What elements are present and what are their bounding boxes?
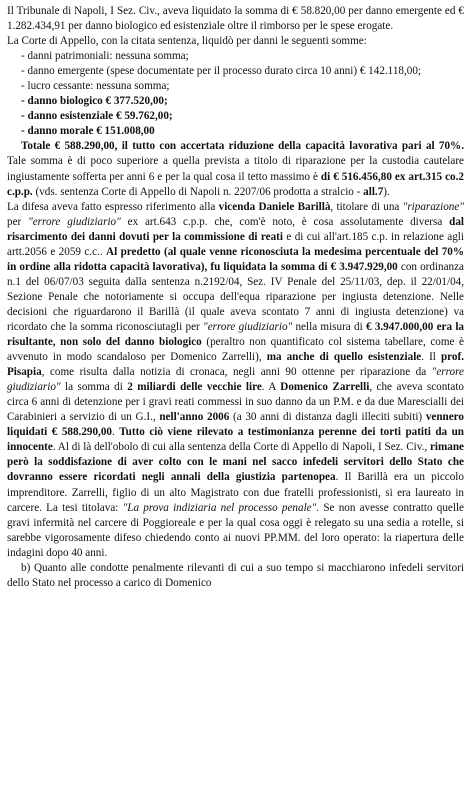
text-run: . Il (421, 351, 441, 364)
text-italic: "La prova indiziaria nel processo penale" (122, 501, 317, 514)
text-run: . Se non avesse contratto quelle gravi infermità nel carcere di Poggioreale e per la qual cosa oggi è relegato su una sedia a rotelle, si sarebbe vigorosamente difeso chiedendo conto ai nuovi PP.MM. del loro operato: la riapertura delle indagini dopo 40 anni. (7, 501, 464, 559)
text-run: con ordinanza n.1 del 06/07/03 seguita dalla sentenza n.2192/04, Sez. IV Penale del 25/11/03, dep. il 22/01/04, Sezione Penale che notoriamente si occupa dell'equa riparazione per ingiusta detenzione. Nelle decisioni che riguardarono il Barillà (il quale aveva scontato 7 anni di ingiusta detenzione) va ricordato che la somma riconosciutagli per (7, 260, 464, 333)
damages-list (7, 49, 464, 139)
text-bold: ma anche di quello esistenziale (266, 351, 422, 364)
text-bold: rimane però la soddisfazione di aver colto con le mani nel sacco infedeli servitori dello Stato che dovranno essere ricordati negli annali della giustizia partenopea (7, 441, 464, 484)
list-item-text: - danno morale € 151.008,00 (21, 125, 155, 138)
text-italic: "errore giudiziario" (203, 320, 293, 333)
text-bold: dal risarcimento dei danni dovuti per la commissione di reati (7, 215, 464, 243)
list-item-text: - danno esistenziale € 59.762,00; (21, 110, 173, 123)
text-bold: vicenda Daniele Barillà (218, 200, 331, 213)
total-statement: Totale € 588.290,00, il tutto con accertata riduzione della capacità lavorativa pari al 70%. (21, 140, 464, 153)
text-bold: 2 miliardi delle vecchie lire (127, 381, 262, 394)
text-bold: € 3.947.000,00 era la risultante, non solo del danno biologico (7, 320, 464, 349)
list-item-bold (21, 124, 464, 139)
text-bold: Al predetto (al quale venne riconosciuta la medesima percentuale del 70% in ordine alla ridotta capacità lavorativa), fu liquidata la somma di € 3.947.929,00 (7, 245, 464, 273)
text-italic: "errore giudiziario" (7, 366, 464, 394)
text-italic: "errore giudiziario" (28, 215, 121, 228)
list-item: - danni patrimoniali: nessuna somma; (21, 50, 189, 63)
text-italic: "riparazione" (402, 200, 464, 213)
text-run: ). (383, 185, 390, 198)
text-run: , che aveva scontato circa 6 anni di detenzione per i gravi reati commessi in suo danno da un P.M. e da due Marescialli dei Carabinieri a servizio di un G.I., (7, 381, 464, 424)
paragraph-tribunale: Il Tribunale di Napoli, I Sez. Civ., aveva liquidato la somma di € 58.820,00 per danno emergente ed € 1.282.434,91 per danno biologico ed esistenziale oltre il rimborso per le spese erogate. (7, 5, 464, 33)
paragraph-b: b) Quanto alle condotte penalmente rilevanti di cui a suo tempo si macchiarono infedeli servitori dello Stato nel processo a carico di Domenico (7, 561, 464, 589)
text-run: (vds. sentenza Corte di Appello di Napoli n. 2207/06 prodotta a stralcio - (32, 185, 364, 198)
max-limit: di € 516.456,80 ex art.315 co.2 c.p.p. (7, 170, 464, 198)
list-item: - lucro cessante: nessuna somma; (21, 80, 170, 93)
text-bold: Domenico Zarrelli (280, 381, 370, 394)
text-run: ex art.643 c.p.p. che, com'è noto, è cosa assolutamente diversa (120, 215, 450, 228)
text-bold: nell'anno 2006 (159, 411, 230, 424)
text-bold: vennero liquidati € 588.290,00 (7, 411, 464, 439)
text-run: . (111, 426, 120, 439)
text-run: . Al di là dell'obolo di cui alla sentenza della Corte di Appello di Napoli, I Sez. Civ., (52, 441, 430, 454)
paragraph-difesa (7, 200, 464, 561)
list-item-bold (21, 109, 464, 124)
paragraph-corte-appello: La Corte di Appello, con la citata sentenza, liquidò per danni le seguenti somme: (7, 35, 367, 48)
attachment-ref: all.7 (363, 185, 384, 198)
text-run: (peraltro non quantificato col sistema tabellare, come è avvenuto in modo scandaloso per Domenico Zarrelli), (7, 336, 465, 364)
text-run: nella misura di (292, 320, 366, 333)
text-bold: Tutto ciò viene rilevato a testimonianza perenne dei torti patiti da un innocente (7, 426, 464, 454)
text-run: , titolare di una (330, 200, 403, 213)
text-run: . Il Barillà era un piccolo imprenditore. Zarrelli, figlio di un alto Magistrato con due fratelli professionisti, si era laureato in carcere. La tesi titolava: (7, 471, 464, 514)
list-item-text: - danno biologico € 377.520,00; (21, 95, 168, 108)
text-run: Tale somma è di poco superiore a quella prevista a titolo di riparazione per la custodia cautelare ingiustamente sofferta per anni 6 e per la qual cosa il tetto massimo è (7, 155, 464, 183)
text-run: , come risulta dalla notizia di cronaca, negli anni 90 ottenne per riparazione da (41, 366, 432, 379)
list-item: - danno emergente (spese documentate per il processo durato circa 10 anni) € 142.118,00; (21, 65, 422, 78)
text-run: per (7, 215, 29, 228)
list-item-bold (21, 94, 464, 109)
text-run: la somma di (60, 381, 128, 394)
text-run: La difesa aveva fatto espresso riferimento alla (7, 200, 219, 213)
paragraph-totale (7, 139, 464, 199)
text-run: (a 30 anni di distanza dagli illeciti subiti) (229, 411, 426, 424)
text-bold: prof. Pisapia (7, 351, 464, 379)
text-run: e di cui all'art.185 c.p. in relazione agli artt.2056 e 2059 c.c.. (7, 230, 465, 258)
text-run: . A (261, 381, 281, 394)
